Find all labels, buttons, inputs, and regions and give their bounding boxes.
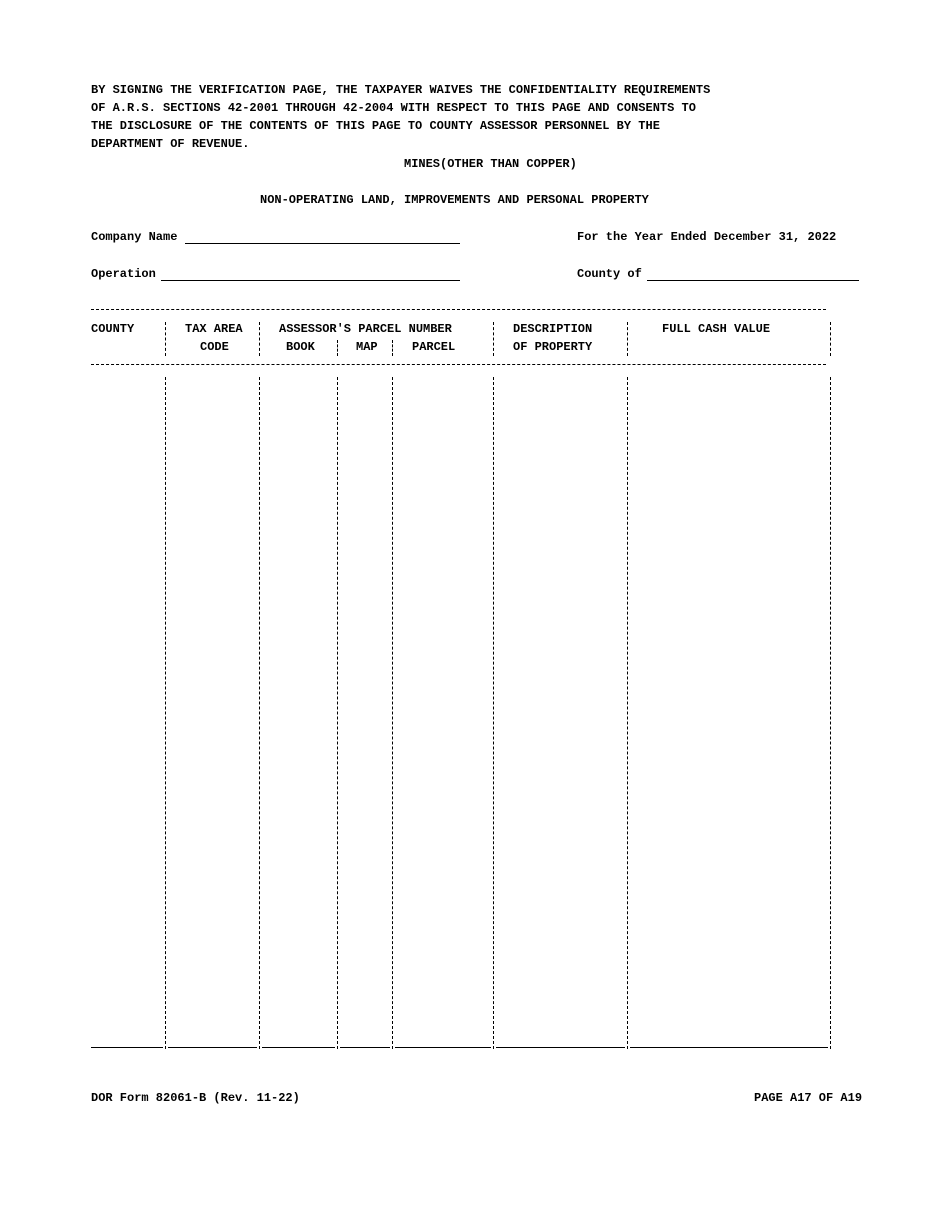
body-column-divider: [165, 377, 166, 1049]
header-parcel: PARCEL: [412, 340, 456, 354]
company-name-label: Company Name: [91, 230, 178, 244]
header-map: MAP: [356, 340, 378, 354]
body-column-divider: [493, 377, 494, 1049]
header-full-cash-value: FULL CASH VALUE: [662, 322, 771, 336]
waiver-line: BY SIGNING THE VERIFICATION PAGE, THE TAXPAYER WAIVES THE CONFIDENTIALITY REQUIREMENTS: [91, 83, 711, 97]
header-column-divider: [392, 340, 393, 356]
county-entry-column[interactable]: [91, 1047, 163, 1048]
company-name-line[interactable]: [185, 243, 460, 244]
company-name-field[interactable]: [91, 228, 461, 246]
operation-line[interactable]: [161, 280, 460, 281]
county-of-label: County of: [577, 267, 642, 281]
tax-area-entry-column[interactable]: [168, 1047, 257, 1048]
description-entry-column[interactable]: [496, 1047, 625, 1048]
header-column-divider: [165, 322, 166, 356]
waiver-line: DEPARTMENT OF REVENUE.: [91, 137, 250, 151]
waiver-line: OF A.R.S. SECTIONS 42-2001 THROUGH 42-2004 WITH RESPECT TO THIS PAGE AND CONSENTS TO: [91, 101, 696, 115]
waiver-line: THE DISCLOSURE OF THE CONTENTS OF THIS PAGE TO COUNTY ASSESSOR PERSONNEL BY THE: [91, 119, 660, 133]
body-column-divider: [337, 377, 338, 1049]
form-identifier: DOR Form 82061-B (Rev. 11-22): [91, 1091, 300, 1105]
parcel-entry-column[interactable]: [395, 1047, 491, 1048]
operation-field[interactable]: [91, 265, 461, 283]
table-top-rule: [91, 309, 826, 310]
operation-label: Operation: [91, 267, 156, 281]
header-column-divider: [259, 322, 260, 356]
confidentiality-waiver-notice: [91, 81, 791, 153]
header-tax-area: TAX AREA: [185, 322, 243, 336]
body-column-divider: [392, 377, 393, 1049]
map-entry-column[interactable]: [340, 1047, 390, 1048]
full-cash-value-entry-column[interactable]: [630, 1047, 828, 1048]
county-of-line[interactable]: [647, 280, 859, 281]
header-code: CODE: [200, 340, 229, 354]
header-column-divider: [337, 340, 338, 356]
body-column-divider: [830, 377, 831, 1049]
header-county: COUNTY: [91, 322, 135, 336]
header-column-divider: [493, 322, 494, 356]
header-description: DESCRIPTION: [513, 322, 593, 336]
book-entry-column[interactable]: [262, 1047, 335, 1048]
header-column-divider: [627, 322, 628, 356]
page-number: PAGE A17 OF A19: [754, 1091, 863, 1105]
year-ended-label: For the Year Ended December 31, 2022: [577, 230, 837, 244]
header-column-divider: [830, 322, 831, 356]
table-header-rule: [91, 364, 826, 365]
form-subtitle: NON-OPERATING LAND, IMPROVEMENTS AND PERSONAL PROPERTY: [260, 193, 649, 207]
header-of-property: OF PROPERTY: [513, 340, 593, 354]
body-column-divider: [259, 377, 260, 1049]
body-column-divider: [627, 377, 628, 1049]
header-parcel-number: ASSESSOR'S PARCEL NUMBER: [279, 322, 452, 336]
header-book: BOOK: [286, 340, 315, 354]
form-category-title: MINES(OTHER THAN COPPER): [404, 157, 577, 171]
county-of-field[interactable]: [577, 265, 860, 283]
